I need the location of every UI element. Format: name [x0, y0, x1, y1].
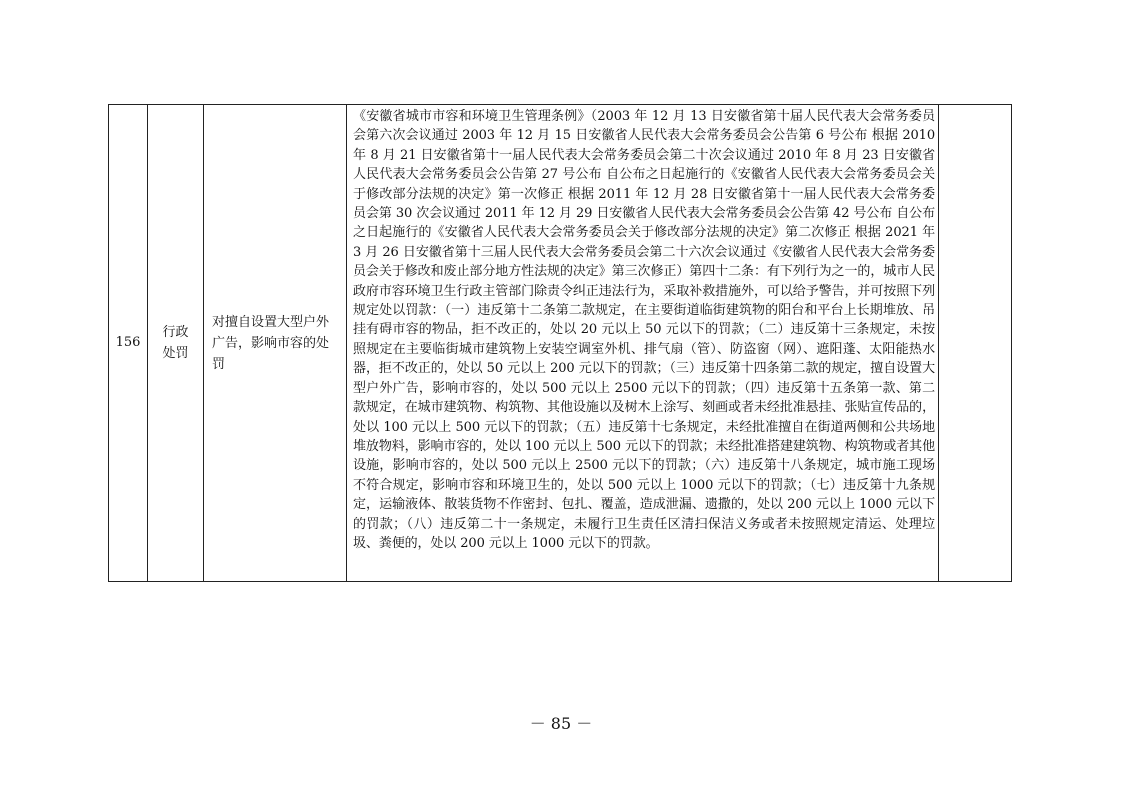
table-row — [109, 105, 1012, 582]
legal-basis-cell — [347, 105, 939, 582]
penalty-type-cell — [148, 105, 204, 582]
row-number: 156 — [109, 105, 148, 582]
penalty-type: 行政处罚 — [162, 325, 189, 361]
note-cell — [939, 105, 1012, 582]
penalty-item: 对擅自设置大型户外广告，影响市容的处罚 — [212, 314, 330, 372]
legal-basis: 《安徽省城市市容和环境卫生管理条例》（2003 年 12 月 13 日安徽省第十届人民代表大会常务委员会第六次会议通过 2003 年 12 月 15 日安徽省人民代表大会常务委员会公告第 6 号公布 根据 2010 年 8 月 21 日安徽省第十一届人民代表大会常务委员会第二十次会议通过 2010 年 8 月 23 日安徽省人民代表大会常务委员会公告第 27 号公布 自公布之日起施行的《安徽省人民代表大会常务委员会关于修改部分法规的决定》第一次修正 根据 2011 年 12 月 28 日安徽省第十一届人民代表大会常务委员会第 30 次会议通过 2011 年 12 月 29 日安徽省人民代表大会常务委员会公告第 42 号公布 自公布之日起施行的《安徽省人民代表大会常务委员会关于修改部分法规的决定》第二次修正 根据 2021 年 3 月 26 日安徽省第十三届人民代表大会常务委员会第二十六次会议通过《安徽省人民代表大会常务委员会关于修改和废止部分地方性法规的决定》第三次修正）第四十二条：有下列行为之一的，城市人民政府市容环境卫生行政主管部门除责令纠正违法行为，采取补救措施外，可以给予警告，并可按照下列规定处以罚款：（一）违反第十二条第二款规定，在主要街道临街建筑物的阳台和平台上长期堆放、吊挂有碍市容的物品，拒不改正的，处以 20 元以上 50 元以下的罚款；（二）违反第十三条规定，未按照规定在主要临街城市建筑物上安装空调室外机、排气扇（管）、防盗窗（网）、遮阳蓬、太阳能热水器，拒不改正的，处以 50 元以上 200 元以下的罚款；（三）违反第十四条第二款的规定，擅自设置大型户外广告，影响市容的，处以 500 元以上 2500 元以下的罚款；（四）违反第十五条第一款、第二款规定，在城市建筑物、构筑物、其他设施以及树木上涂写、刻画或者未经批准悬挂、张贴宣传品的，处以 100 元以上 500 元以下的罚款；（五）违反第十七条规定，未经批准擅自在街道两侧和公共场地堆放物料，影响市容的，处以 100 元以上 500 元以下的罚款；未经批准搭建建筑物、构筑物或者其他设施，影响市容的，处以 500 元以上 2500 元以下的罚款；（六）违反第十八条规定，城市施工现场不符合规定，影响市容和环境卫生的，处以 500 元以上 1000 元以下的罚款；（七）违反第十九条规定，运输液体、散装货物不作密封、包扎、覆盖，造成泄漏、遗撒的，处以 200 元以上 1000 元以下的罚款；（八）违反第二十一条规定，未履行卫生责任区清扫保洁义务或者未按照规定清运、处理垃圾、粪便的，处以 200 元以上 1000 元以下的罚款。 — [353, 109, 935, 551]
penalty-item-cell — [204, 105, 347, 582]
penalty-table — [108, 104, 1012, 582]
page-number: － 85 － — [529, 714, 593, 733]
